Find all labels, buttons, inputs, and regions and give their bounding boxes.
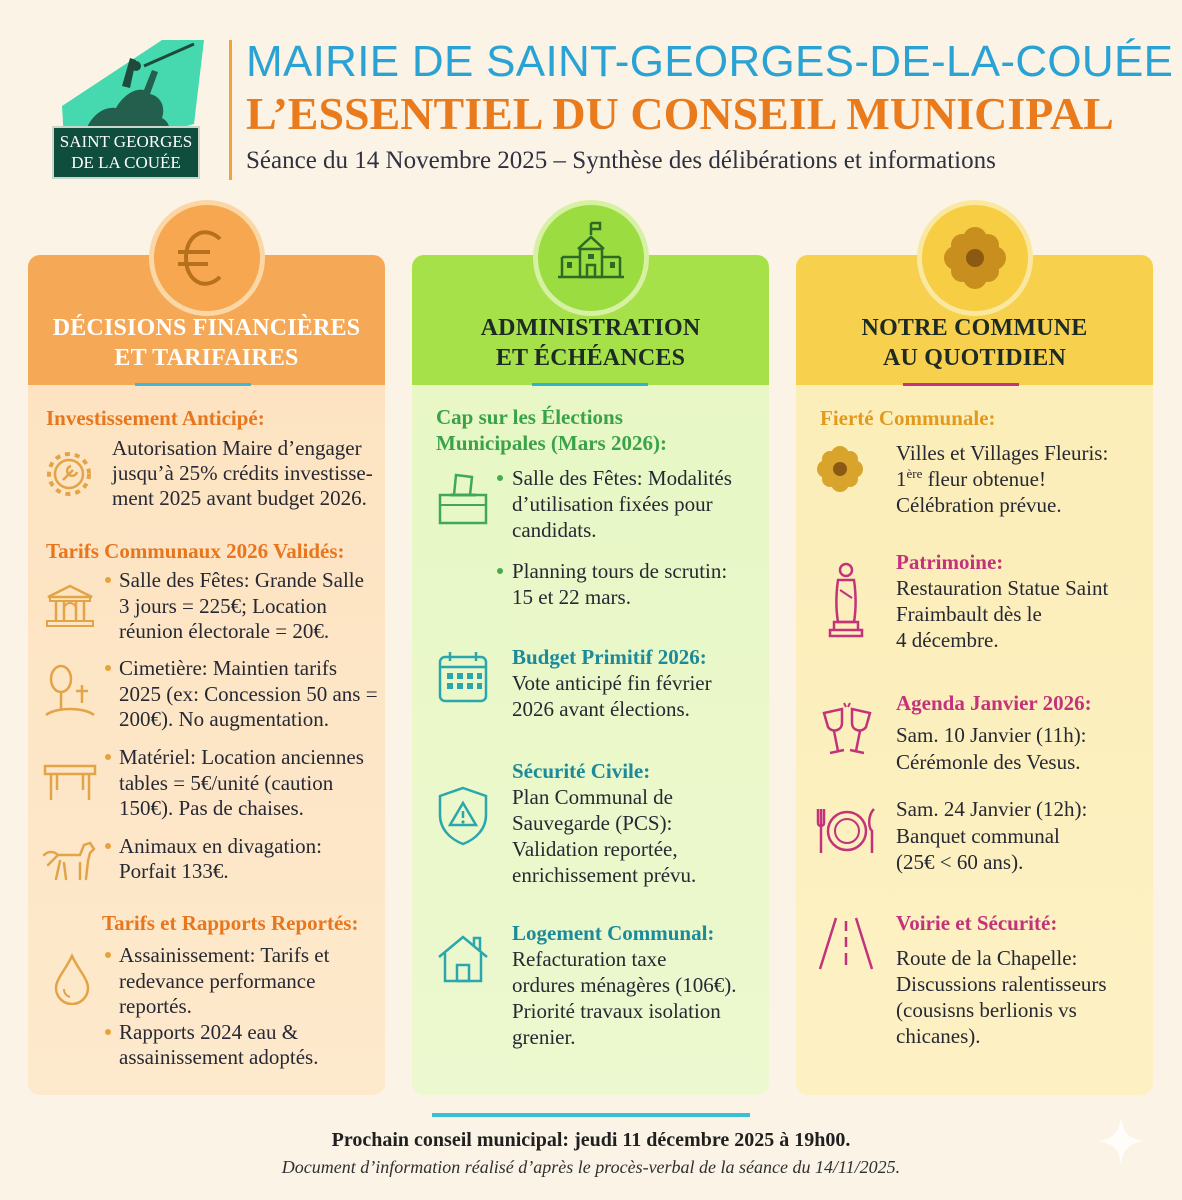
securite-line-1: Plan Communal de <box>512 785 673 809</box>
salle-line-1: Salle des Fêtes: Grande Salle <box>119 568 364 592</box>
table-icon <box>42 760 98 804</box>
planning-line-1: Planning tours de scrutin: <box>512 559 728 583</box>
agenda-1-line-2: Cérémonle des Vesus. <box>896 750 1081 774</box>
salle-election-line-2: d’utilisation fixées pour <box>512 492 713 516</box>
patrimoine-line-3: 4 décembre. <box>896 628 999 652</box>
finance-column <box>28 255 385 1095</box>
salle-line-3: réunion électorale = 20€. <box>119 619 330 643</box>
gear-wrench-icon <box>44 449 94 499</box>
rapports-line-2: assainissement adoptés. <box>119 1045 319 1069</box>
document-note: Document d’information réalisé d’après le procès-verbal de la séance du 14/11/2025. <box>281 1157 901 1177</box>
animaux-line-1: Animaux en divagation: <box>119 834 322 858</box>
bullet <box>105 665 111 671</box>
voirie-line-3: (cousisns berlionis vs <box>896 998 1077 1022</box>
fierte-line-3: Célébration prévue. <box>896 493 1062 517</box>
session-info: Séance du 14 Novembre 2025 – Synthèse des délibérations et informations <box>246 147 996 174</box>
rapports-line-1: Rapports 2024 eau & <box>119 1020 299 1044</box>
plate-cutlery-icon <box>814 805 880 857</box>
bullet <box>105 952 111 958</box>
voirie-line-2: Discussions ralentisseurs <box>896 972 1107 996</box>
bullet <box>105 754 111 760</box>
page-subtitle: L’ESSENTIEL DU CONSEIL MUNICIPAL <box>246 88 1114 139</box>
fierte-number: 1 <box>896 467 907 491</box>
footer-divider <box>432 1113 750 1117</box>
commune-title <box>796 313 1153 373</box>
page-title: MAIRIE DE SAINT-GEORGES-DE-LA-COUÉE <box>246 37 1174 86</box>
admin-title-underline <box>532 383 648 386</box>
budget-heading: Budget Primitif 2026: <box>512 645 707 669</box>
commune-title-line-2: AU QUOTIDIEN <box>882 345 1067 371</box>
finance-title-line-2: ET TARIFAIRES <box>114 345 299 371</box>
cimetiere-line-2: 2025 (ex: Concession 50 ans = <box>119 682 378 706</box>
voirie-line-4: chicanes). <box>896 1024 981 1048</box>
elections-heading-2: Municipales (Mars 2026): <box>436 431 667 455</box>
patrimoine-line-1: Restauration Statue Saint <box>896 576 1109 600</box>
bullet <box>497 568 503 574</box>
logement-heading: Logement Communal: <box>512 921 715 945</box>
water-drop-icon <box>52 953 92 1005</box>
salle-election-line-3: candidats. <box>512 518 597 542</box>
agenda-2-line-2: Banquet communal <box>896 824 1060 848</box>
fierte-heading: Fierté Communale: <box>820 406 996 430</box>
bullet <box>105 843 111 849</box>
flower-badge <box>922 205 1028 311</box>
invest-heading: Investissement Anticipé: <box>46 406 265 430</box>
agenda-2-line-3: (25€ < 60 ans). <box>896 850 1024 874</box>
tarifs-heading: Tarifs Communaux 2026 Validés: <box>46 539 345 563</box>
bullet <box>105 1029 111 1035</box>
assain-line-2: redevance performance <box>119 969 316 993</box>
house-icon <box>436 933 490 985</box>
securite-line-3: Validation reportée, <box>512 837 678 861</box>
admin-title-line-1: ADMINISTRATION <box>480 315 701 341</box>
bullet <box>497 475 503 481</box>
dog-icon <box>40 837 98 883</box>
statue-icon <box>826 558 866 640</box>
cimetiere-line-3: 200€). No augmentation. <box>119 707 329 731</box>
patrimoine-line-2: Fraimbault dès le <box>896 602 1042 626</box>
invest-line-2: jusqu’à 25% crédits investisse- <box>112 461 373 485</box>
materiel-line-3: 150€). Pas de chaises. <box>119 796 304 820</box>
budget-line-1: Vote anticipé fin février <box>512 671 712 695</box>
animaux-line-2: Porfait 133€. <box>119 859 229 883</box>
materiel-line-1: Matériel: Location anciennes <box>119 745 364 769</box>
logement-line-1: Refacturation taxe <box>512 947 667 971</box>
cemetery-icon <box>44 663 96 719</box>
logement-line-4: grenier. <box>512 1025 576 1049</box>
finance-title-underline <box>135 383 251 386</box>
header-divider <box>229 40 232 180</box>
patrimoine-heading: Patrimoine: <box>896 550 1004 574</box>
bullet <box>105 577 111 583</box>
ballot-box-icon <box>436 471 490 527</box>
agenda-2-line-1: Sam. 24 Janvier (12h): <box>896 797 1088 821</box>
flower-badge-icon <box>922 205 1028 311</box>
planning-line-2: 15 et 22 mars. <box>512 585 631 609</box>
materiel-line-2: tables = 5€/unité (caution <box>119 771 334 795</box>
agenda-1-line-1: Sam. 10 Janvier (11h): <box>896 723 1087 747</box>
securite-line-2: Sauvegarde (PCS): <box>512 811 673 835</box>
finance-title-line-1: DÉCISIONS FINANCIÈRES <box>52 315 361 341</box>
assain-line-1: Assainissement: Tarifs et <box>119 943 330 967</box>
logo-line-2: DE LA COUÉE <box>71 153 181 172</box>
securite-heading: Sécurité Civile: <box>512 759 651 783</box>
agenda-heading: Agenda Janvier 2026: <box>896 691 1092 715</box>
invest-line-3: ment 2025 avant budget 2026. <box>112 486 367 510</box>
reportes-heading: Tarifs et Rapports Reportés: <box>102 911 359 935</box>
logo-label <box>52 126 200 179</box>
commune-title-underline <box>903 383 1019 386</box>
euro-icon <box>154 205 260 311</box>
champagne-glasses-icon <box>818 701 876 761</box>
finance-title <box>28 313 385 373</box>
admin-title-line-2: ET ÉCHÉANCES <box>495 345 686 371</box>
voirie-line-1: Route de la Chapelle: <box>896 946 1078 970</box>
fierte-line-1: Villes et Villages Fleuris: <box>896 441 1109 465</box>
voirie-heading: Voirie et Sécurité: <box>896 911 1058 935</box>
next-council: Prochain conseil municipal: jeudi 11 décembre 2025 à 19h00. <box>331 1129 851 1151</box>
road-icon <box>816 915 876 971</box>
commune-column <box>796 255 1153 1095</box>
salle-line-2: 3 jours = 225€; Location <box>119 594 327 618</box>
logo-line-1: SAINT GEORGES <box>59 132 193 151</box>
budget-line-2: 2026 avant élections. <box>512 697 690 721</box>
invest-line-1: Autorisation Maire d’engager <box>112 436 362 460</box>
sparkle-icon <box>1093 1113 1149 1169</box>
fierte-rest: fleur obtenue! <box>922 467 1046 491</box>
town-hall-badge <box>538 205 644 311</box>
euro-badge <box>154 205 260 311</box>
cimetiere-line-1: Cimetière: Maintien tarifs <box>119 656 338 680</box>
commune-title-line-1: NOTRE COMMUNE <box>861 315 1088 341</box>
assain-line-3: reportés. <box>119 994 192 1018</box>
fierte-superscript: ère <box>906 466 923 481</box>
elections-heading-1: Cap sur les Élections <box>436 405 623 429</box>
calendar-icon <box>436 649 490 705</box>
fierte-line-2 <box>896 466 1046 492</box>
flower-icon <box>816 445 864 493</box>
admin-title <box>412 313 769 373</box>
logement-line-2: ordures ménagères (106€). <box>512 973 737 997</box>
salle-election-line-1: Salle des Fêtes: Modalités <box>512 466 732 490</box>
admin-column <box>412 255 769 1095</box>
logement-line-3: Priorité travaux isolation <box>512 999 721 1023</box>
securite-line-4: enrichissement prévu. <box>512 863 697 887</box>
town-hall-icon <box>44 583 96 629</box>
shield-warning-icon <box>436 785 490 847</box>
school-building-icon <box>538 205 644 311</box>
